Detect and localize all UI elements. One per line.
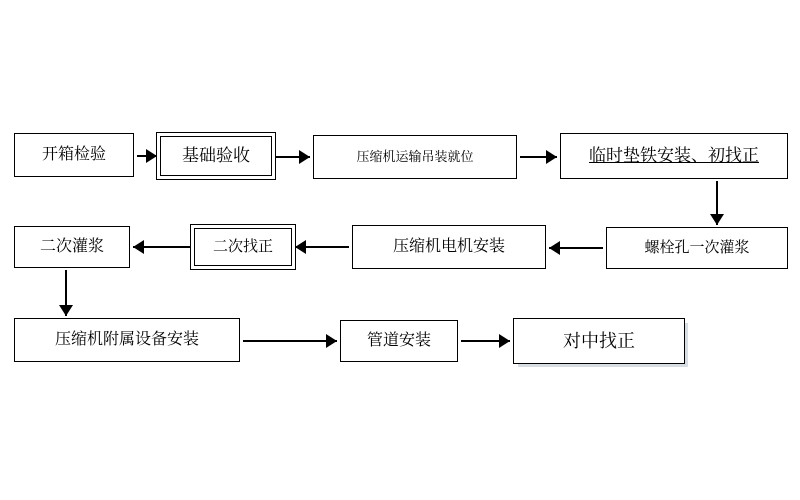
flow-node-label: 压缩机运输吊装就位 [356,148,474,164]
flow-node-label: 对中找正 [563,330,635,351]
flow-node-label: 管道安装 [366,331,431,349]
flow-connector-c9 [229,327,351,355]
flow-node-n4 [560,133,788,179]
flow-connector-c4 [703,167,731,239]
flow-node-label: 压缩机电机安装 [392,237,505,255]
flow-node-label: 二次找正 [212,238,273,256]
flow-connector-c7 [119,233,205,261]
flow-connector-c3 [506,143,571,171]
flow-node-label: 螺栓孔一次灌浆 [644,239,750,257]
flow-node-n5 [606,227,788,269]
flow-connector-c10 [447,327,524,355]
flow-connector-c6 [281,233,363,261]
flow-node-n10 [340,320,458,362]
flow-node-n2 [160,136,272,176]
flow-node-label: 临时垫铁安装、初找正 [589,146,759,166]
flow-node-label: 压缩机附属设备安装 [54,330,199,348]
flow-node-n1 [14,133,134,177]
flow-node-label: 二次灌浆 [39,237,104,255]
flow-node-n9 [14,318,240,362]
flow-connector-c5 [535,234,617,262]
flow-node-n11 [513,318,685,364]
flow-node-label: 开箱检验 [41,145,106,163]
flow-connector-c8 [52,256,80,330]
flow-node-n6 [352,225,546,269]
flow-node-n7 [194,228,292,266]
flow-connector-c2 [261,143,324,171]
flow-node-label: 基础验收 [182,146,250,166]
flow-node-n3 [313,135,517,179]
flow-connector-c1 [123,142,171,170]
